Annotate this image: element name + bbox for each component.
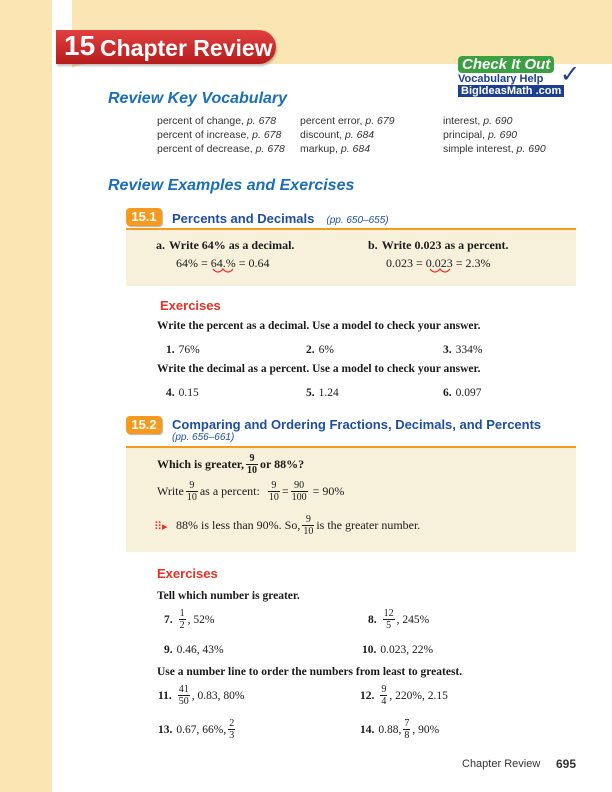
footer-label: Chapter Review <box>462 758 541 770</box>
page-number: 695 <box>556 757 577 771</box>
lesson-title: Percents and Decimals <box>172 211 315 226</box>
exercise-item: 14. 0.88, $\frac{7}{8}$ , 90% <box>360 718 440 741</box>
exercises-heading: Exercises <box>157 566 218 581</box>
instruction: Tell which number is greater. <box>157 590 300 602</box>
exercise-item: 3. 334% <box>443 344 483 356</box>
instruction: Write the percent as a decimal. Use a model to check your answer. <box>157 320 481 332</box>
chapter-number: 15 <box>64 30 96 61</box>
exercise-item: 11. $\frac{41}{50}$ , 0.83, 80% <box>158 684 245 707</box>
example-question: Which is greater, $\frac{9}{10}$ or 88%? <box>157 453 305 476</box>
vocab-entry: percent of decrease, p. 678 <box>157 143 285 155</box>
check-it-out-title: Check It Out <box>458 56 554 73</box>
example-work: Write $\frac{9}{10}$ as a percent: $\frac{9}{10}$ = $\frac{90}{100}$ = 90% <box>157 480 345 503</box>
lesson-pages: (pp. 656–661) <box>172 432 235 443</box>
lesson-badge: 15.1 <box>126 208 162 226</box>
lesson-pages: (pp. 650–655) <box>326 215 389 226</box>
example-a: a. Write 64% as a decimal. <box>156 238 295 252</box>
decimal-move-arc-icon <box>211 268 237 276</box>
example-a-work: 64% = 64.% = 0.64 <box>176 256 270 271</box>
decimal-move-arc-icon <box>428 268 454 276</box>
lesson-title: Comparing and Ordering Fractions, Decimals, and Percents <box>172 417 542 432</box>
example-b: b. Write 0.023 as a percent. <box>368 238 509 252</box>
check-it-out-subtitle: Vocabulary Help <box>458 73 544 85</box>
chapter-title: Chapter Review <box>100 35 273 61</box>
checkmark-icon: ✓ <box>560 62 581 88</box>
exercise-item: 6. 0.097 <box>443 387 482 399</box>
vocab-entry: percent of increase, p. 678 <box>157 129 282 141</box>
instruction: Use a number line to order the numbers from least to greatest. <box>157 666 463 678</box>
exercise-item: 13. 0.67, 66%, $\frac{2}{3}$ <box>158 718 235 741</box>
examples-heading: Review Examples and Exercises <box>108 177 355 194</box>
exercise-item: 9. 0.46, 43% <box>164 644 224 656</box>
check-it-out-logo[interactable] <box>452 56 580 100</box>
exercise-item: 7. $\frac{1}{2}$ , 52% <box>164 608 215 631</box>
lesson-header <box>172 210 389 228</box>
exercises-heading: Exercises <box>160 298 221 313</box>
vocab-entry: discount, p. 684 <box>300 129 375 141</box>
vocab-entry: markup, p. 684 <box>300 143 371 155</box>
vocab-column-2 <box>300 114 395 156</box>
vocab-entry: principal, p. 690 <box>443 129 518 141</box>
vocab-column-1 <box>157 114 285 156</box>
vocab-entry: percent of change, p. 678 <box>157 115 277 127</box>
exercise-item: 1. 76% <box>166 344 200 356</box>
vocab-column-3 <box>443 114 546 156</box>
vocab-entry: simple interest, p. 690 <box>443 143 546 155</box>
vocab-entry: interest, p. 690 <box>443 115 513 127</box>
conclusion-arrow-icon: ⠿▸ <box>154 521 168 533</box>
check-it-out-site: BigIdeasMath .com <box>458 85 564 97</box>
lesson-badge: 15.2 <box>126 416 162 434</box>
exercise-item: 10. 0.023, 22% <box>362 644 434 656</box>
instruction: Write the decimal as a percent. Use a model to check your answer. <box>157 363 481 375</box>
example-b-work: 0.023 = 0.023 = 2.3% <box>386 256 491 271</box>
vocab-entry: percent error, p. 679 <box>300 115 395 127</box>
exercise-item: 2. 6% <box>306 344 334 356</box>
exercise-item: 4. 0.15 <box>166 387 199 399</box>
exercise-item: 12. $\frac{9}{4}$ , 220%, 2.15 <box>360 684 448 707</box>
vocab-heading: Review Key Vocabulary <box>108 90 288 107</box>
example-conclusion: 88% is less than 90%. So, $\frac{9}{10}$ is the greater number. <box>176 514 421 537</box>
exercise-item: 8. $\frac{12}{5}$ , 245% <box>368 608 430 631</box>
exercise-item: 5. 1.24 <box>306 387 339 399</box>
